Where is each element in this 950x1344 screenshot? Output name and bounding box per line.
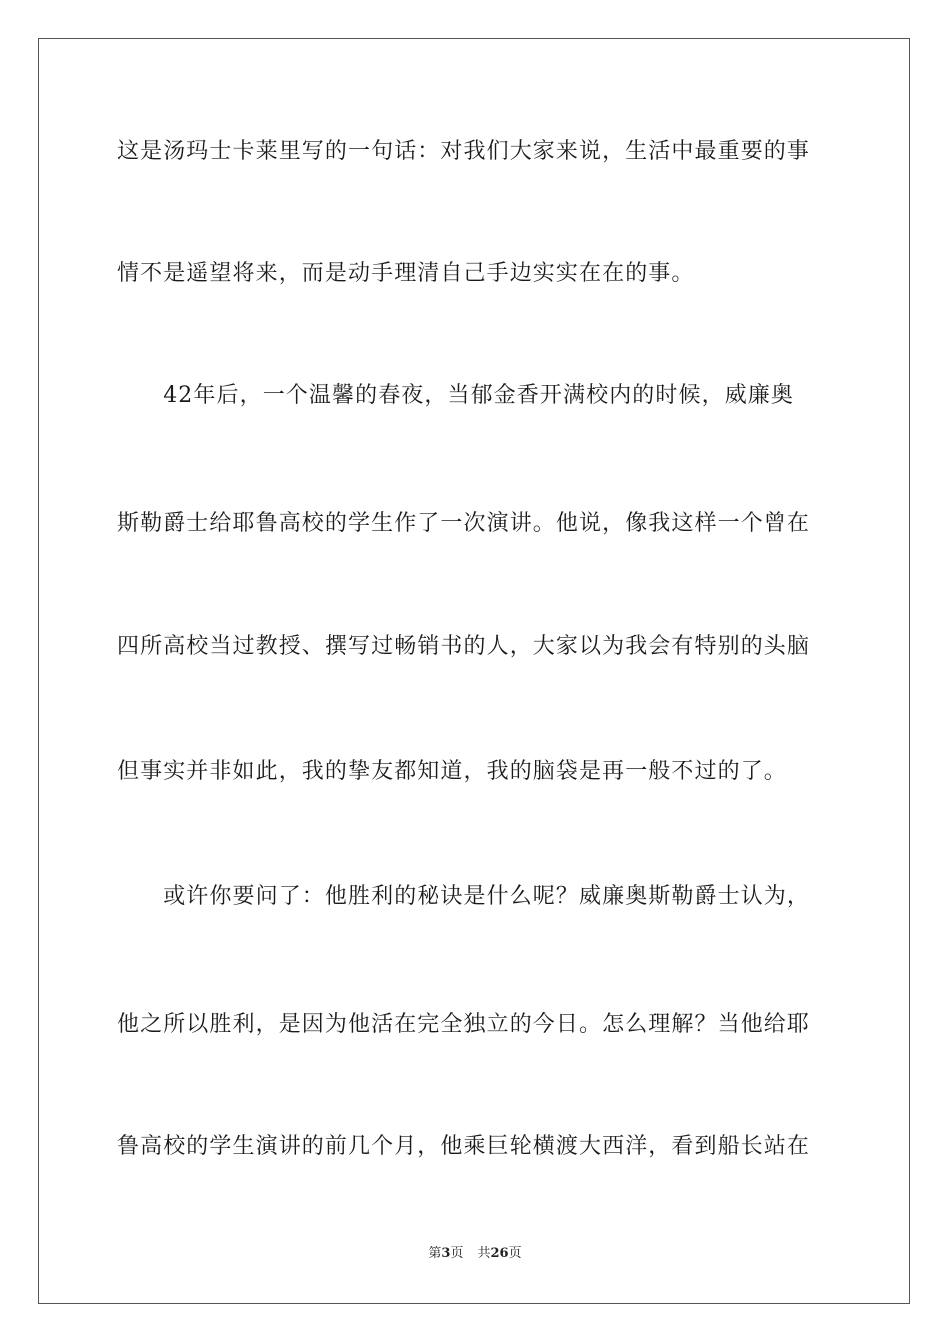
text-line: 斯勒爵士给耶鲁高校的学生作了一次演讲。他说，像我这样一个曾在 xyxy=(117,511,811,536)
total-prefix: 共 xyxy=(477,1246,491,1261)
text-line: 四所高校当过教授、撰写过畅销书的人，大家以为我会有特别的头脑 xyxy=(117,634,811,659)
text-line: 42年后，一个温馨的春夜，当郁金香开满校内的时候，威廉奥 xyxy=(117,383,794,408)
text-line: 鲁高校的学生演讲的前几个月，他乘巨轮横渡大西洋，看到船长站在 xyxy=(117,1134,811,1159)
text-line: 他之所以胜利，是因为他活在完全独立的今日。怎么理解？当他给耶 xyxy=(117,1012,811,1037)
page-border xyxy=(38,38,910,1304)
total-suffix: 页 xyxy=(508,1246,522,1261)
page-prefix: 第 xyxy=(428,1246,442,1261)
text-line: 情不是遥望将来，而是动手理清自己手边实实在在的事。 xyxy=(117,261,695,286)
page-footer xyxy=(0,1245,950,1263)
text-line: 或许你要问了：他胜利的秘诀是什么呢？威廉奥斯勒爵士认为， xyxy=(117,884,811,909)
text-line: 但事实并非如此，我的挚友都知道，我的脑袋是再一般不过的了。 xyxy=(117,759,787,784)
page-suffix: 页 xyxy=(450,1246,464,1261)
text-line: 这是汤玛士卡莱里写的一句话：对我们大家来说，生活中最重要的事 xyxy=(117,139,811,164)
page-number: 3 xyxy=(441,1246,451,1261)
total-pages: 26 xyxy=(490,1246,509,1261)
